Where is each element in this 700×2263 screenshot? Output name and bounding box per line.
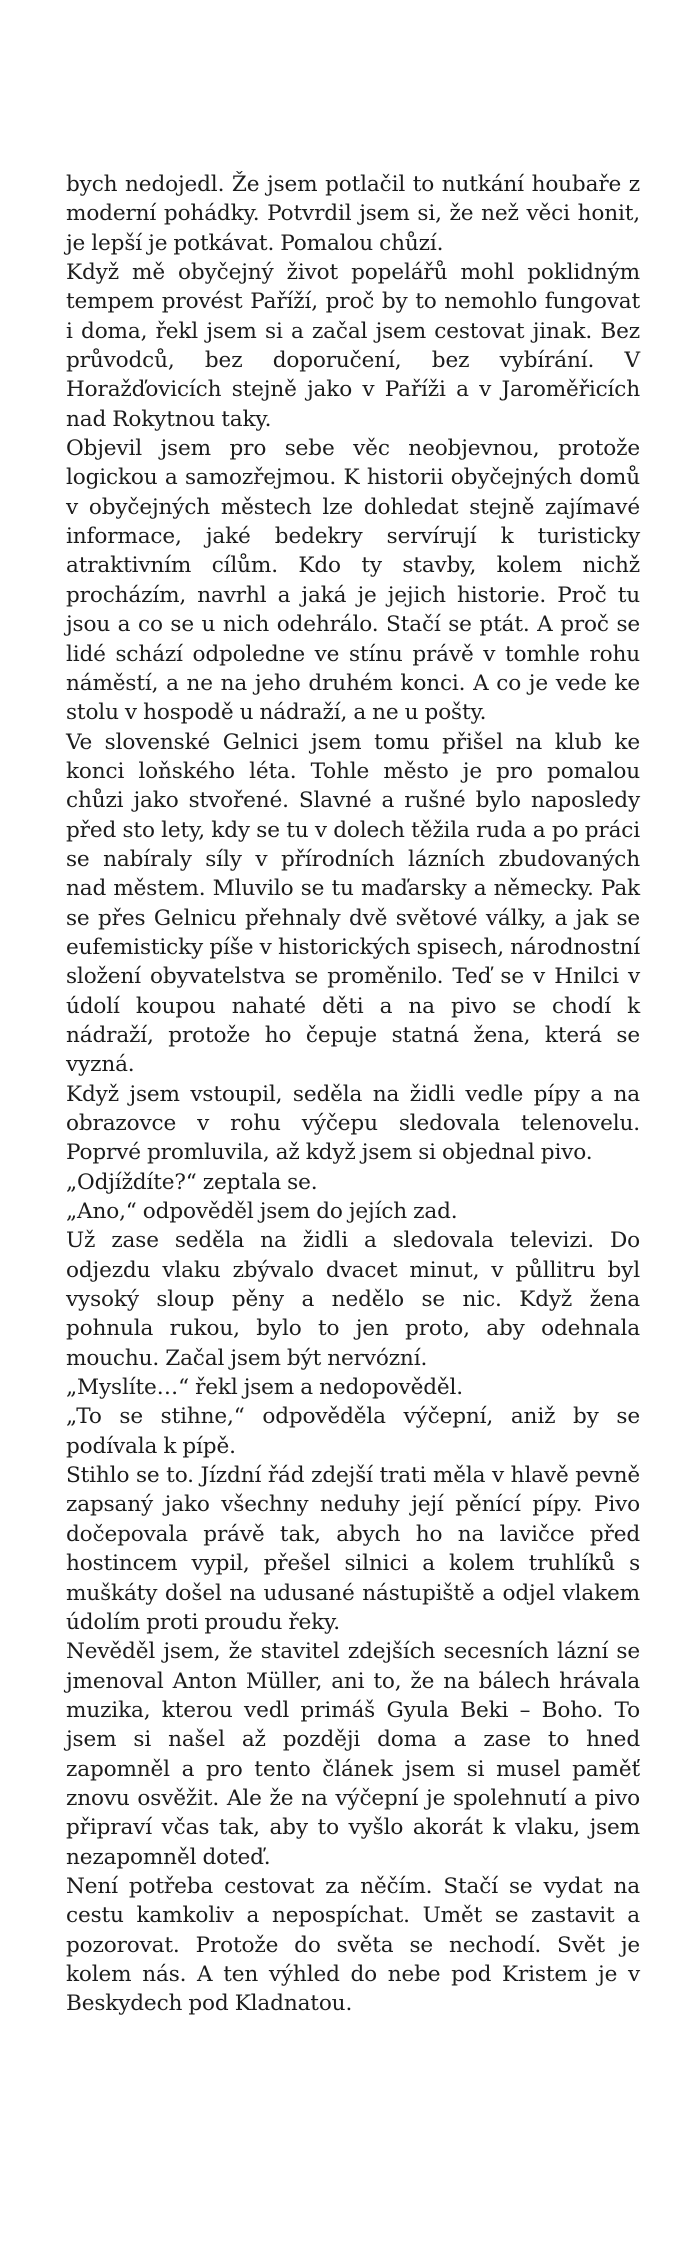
paragraph: Není potřeba cestovat za něčím. Stačí se vydat na cestu kamkoliv a nepospíchat. Umět se zastavit a pozorovat. Protože do světa se nechodí. Svět je kolem nás. A ten výhled do nebe pod Kristem je v Beskydech pod Kladnatou. bbox=[66, 1873, 640, 2017]
paragraph: Ve slovenské Gelnici jsem tomu přišel na klub ke konci loňského léta. Tohle město je pro pomalou chůzi jako stvořené. Slavné a rušné bylo naposledy před sto lety, kdy se tu v dolech těžila ruda a po práci se nabíraly síly v přírodních lázních zbudovaných nad městem. Mluvilo se tu maďarsky a německy. Pak se přes Gelnicu přehnaly dvě světové války, a jak se eufemisticky píše v historických spisech, národnostní složení obyvatelstva se proměnilo. Teď se v Hnilci v údolí koupou nahaté děti a na pivo se chodí k nádraží, protože ho čepuje statná žena, která se vyzná. bbox=[66, 729, 640, 1078]
dialogue-line: „Odjíždíte?“ zeptala se. bbox=[66, 1169, 318, 1195]
dialogue-line: „Ano,“ odpověděl jsem do jejích zad. bbox=[66, 1199, 458, 1225]
dialogue-line: „Myslíte…“ řekl jsem a nedopověděl. bbox=[66, 1375, 463, 1401]
paragraph: Objevil jsem pro sebe věc neobjevnou, protože logickou a samozřejmou. K historii obyčejných domů v obyčejných městech lze dohledat stejně zajímavé informace, jaké bedekry servírují k turisticky atraktivním cílům. Kdo ty stavby, kolem nichž procházím, navrhl a jaká je jejich historie. Proč tu jsou a co se u nich odehrálo. Stačí se ptát. A proč se lidé schází odpoledne ve stínu právě v tomhle rohu náměstí, a ne na jeho druhém konci. A co je vede ke stolu v hospodě u nádraží, a ne u pošty. bbox=[66, 436, 640, 726]
paragraph: Když jsem vstoupil, seděla na židli vedle pípy a na obrazovce v rohu výčepu sledovala telenovelu. Poprvé promluvila, až když jsem si objednal pivo. bbox=[66, 1081, 640, 1166]
article-body bbox=[66, 170, 640, 2019]
paragraph: Nevěděl jsem, že stavitel zdejších secesních lázní se jmenoval Anton Müller, ani to, že na bálech hrávala muzika, kterou vedl primáš Gyula Beki – Boho. To jsem si našel až později doma a zase to hned zapomněl a pro tento článek jsem si musel paměť znovu osvěžit. Ale že na výčepní je spolehnutí a pivo připraví včas tak, aby to vyšlo akorát k vlaku, jsem nezapomněl doteď. bbox=[66, 1639, 640, 1870]
paragraph: Stihlo se to. Jízdní řád zdejší trati měla v hlavě pevně zapsaný jako všechny neduhy její pěnící pípy. Pivo dočepovala právě tak, abych ho na lavičce před hostincem vypil, přešel silnici a kolem truhlíků s muškáty došel na udusané nástupiště a odjel vlakem údolím proti proudu řeky. bbox=[66, 1463, 640, 1635]
paragraph: Už zase seděla na židli a sledovala televizi. Do odjezdu vlaku zbývalo dvacet minut, v půllitru byl vysoký sloup pěny a nedělo se nic. Když žena pohnula rukou, bylo to jen proto, aby odehnala mouchu. Začal jsem být nervózní. bbox=[66, 1228, 640, 1371]
dialogue-line: „To se stihne,“ odpověděla výčepní, aniž by se podívala k pípě. bbox=[66, 1404, 640, 1459]
paragraph: bych nedojedl. Že jsem potlačil to nutkání houbaře z moderní pohádky. Potvrdil jsem si, že než věci honit, je lepší je potkávat. Pomalou chůzí. bbox=[66, 172, 640, 256]
paragraph: Když mě obyčejný život popelářů mohl poklidným tempem provést Paříží, proč by to nemohlo fungovat i doma, řekl jsem si a začal jsem cestovat jinak. Bez průvodců, bez doporučení, bez vybírání. V Horažďovicích stejně jako v Paříži a v Jaroměřicích nad Rokytnou taky. bbox=[66, 260, 640, 432]
